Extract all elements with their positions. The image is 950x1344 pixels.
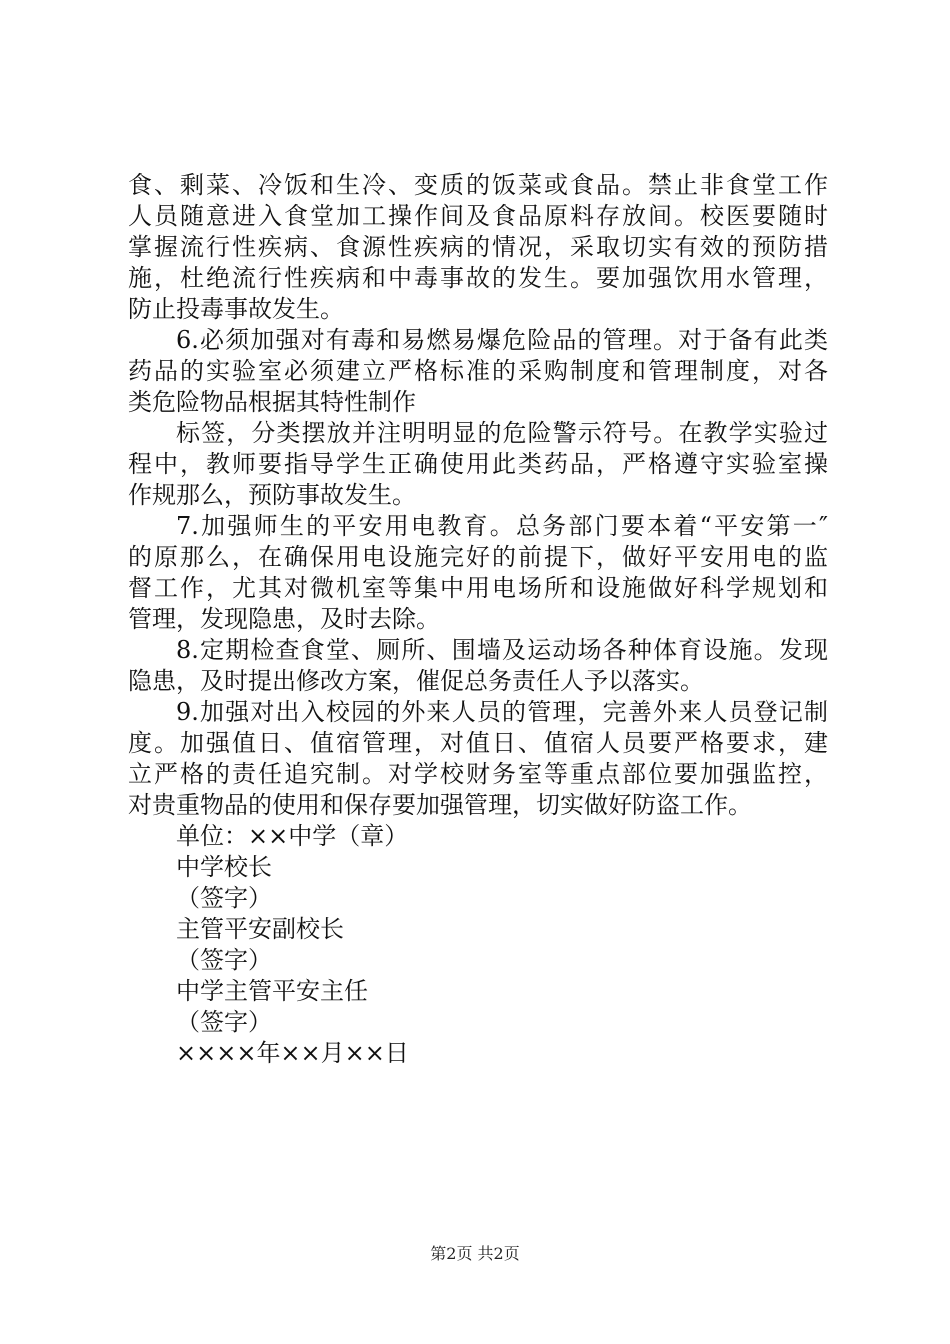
- text-line: 督工作，尤其对微机室等集中用电场所和设施做好科学规划和: [128, 574, 828, 602]
- signature-date: ××××年××月××日: [176, 1039, 409, 1067]
- text-line: 防止投毒事故发生。: [128, 295, 344, 323]
- signature-sign-label: （签字）: [176, 884, 272, 912]
- signature-sign-label: （签字）: [176, 946, 272, 974]
- text-line: 的原那么，在确保用电设施完好的前提下，做好平安用电的监: [128, 543, 828, 571]
- text-line: 人员随意进入食堂加工操作间及食品原料存放间。校医要随时: [128, 202, 828, 230]
- signature-principal: 中学校长: [176, 853, 272, 881]
- signature-unit: 单位：××中学（章）: [176, 822, 409, 850]
- text-line: 类危险物品根据其特性制作: [128, 388, 416, 416]
- document-body: [128, 170, 828, 1069]
- text-line: 度。加强值日、值宿管理，对值日、值宿人员要严格要求，建: [128, 729, 828, 757]
- text-line: 掌握流行性疾病、食源性疾病的情况，采取切实有效的预防措: [128, 233, 828, 261]
- text-line: 施，杜绝流行性疾病和中毒事故的发生。要加强饮用水管理，: [128, 264, 828, 292]
- text-line: 标签，分类摆放并注明明显的危险警示符号。在教学实验过: [176, 419, 828, 447]
- text-line: 立严格的责任追究制。对学校财务室等重点部位要加强监控，: [128, 760, 828, 788]
- text-line: 药品的实验室必须建立严格标准的采购制度和管理制度，对各: [128, 357, 828, 385]
- text-line: 管理，发现隐患，及时去除。: [128, 605, 440, 633]
- text-line: 9.加强对出入校园的外来人员的管理，完善外来人员登记制: [176, 698, 828, 726]
- signature-vice-principal: 主管平安副校长: [176, 915, 344, 943]
- text-line: 8.定期检查食堂、厕所、围墙及运动场各种体育设施。发现: [176, 636, 828, 664]
- text-line: 隐患，及时提出修改方案，催促总务责任人予以落实。: [128, 667, 704, 695]
- text-line: 程中，教师要指导学生正确使用此类药品，严格遵守实验室操: [128, 450, 828, 478]
- text-line: 食、剩菜、冷饭和生冷、变质的饭菜或食品。禁止非食堂工作: [128, 171, 828, 199]
- text-line: 6.必须加强对有毒和易燃易爆危险品的管理。对于备有此类: [176, 326, 828, 354]
- text-line: 作规那么，预防事故发生。: [128, 481, 416, 509]
- text-line: 对贵重物品的使用和保存要加强管理，切实做好防盗工作。: [128, 791, 752, 819]
- signature-sign-label: （签字）: [176, 1008, 272, 1036]
- page-number-footer: 第2页 共2页: [430, 1244, 520, 1263]
- signature-safety-director: 中学主管平安主任: [176, 977, 368, 1005]
- text-line: 7.加强师生的平安用电教育。总务部门要本着“平安第一″: [176, 512, 828, 540]
